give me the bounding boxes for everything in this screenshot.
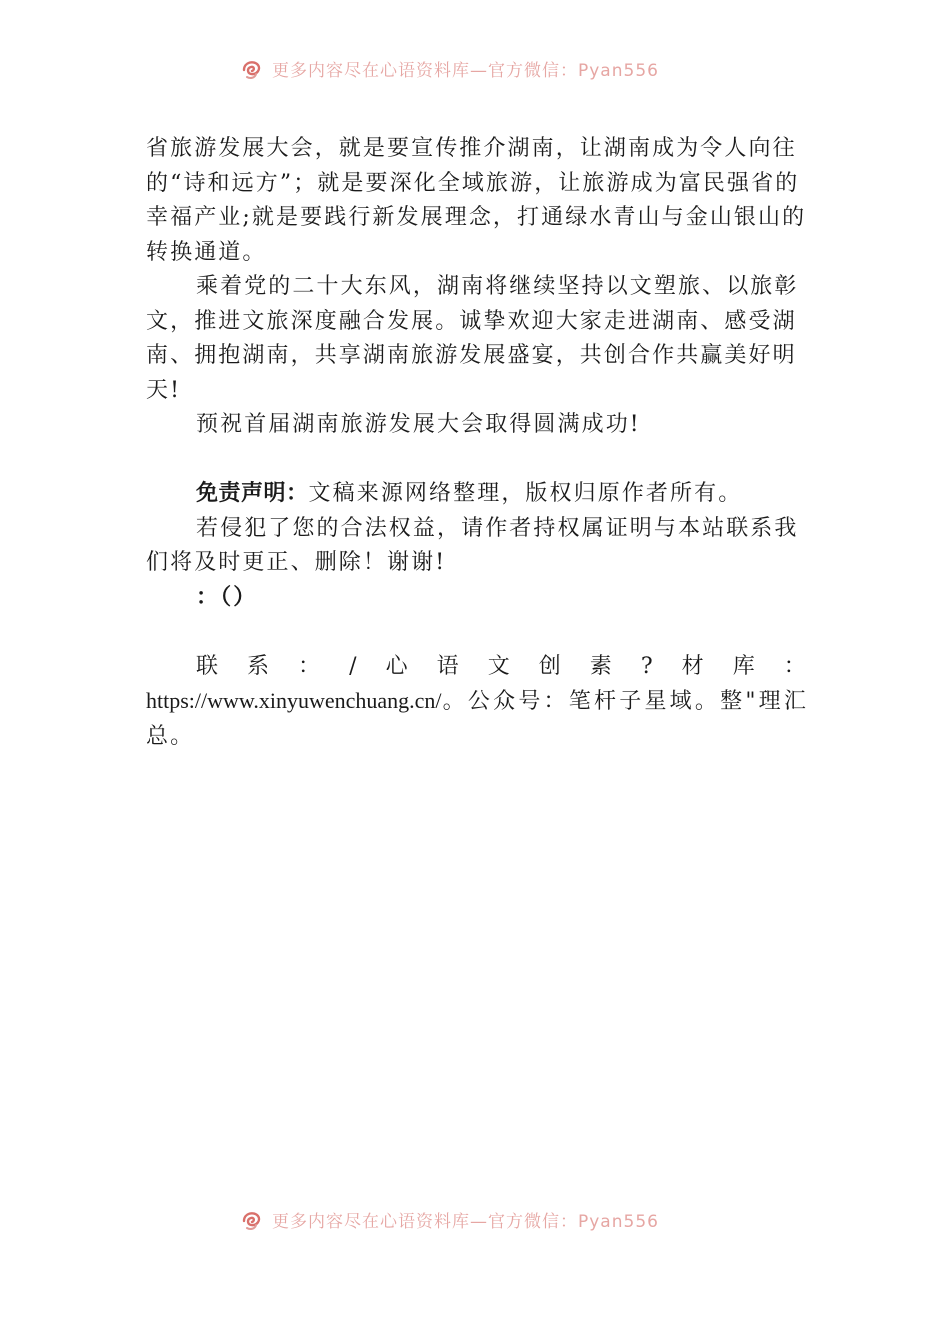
disclaimer-paren-line: ：（） [196,584,258,610]
contact-token: ： [298,653,323,679]
contact-token: 联 [196,653,221,679]
watermark-text: 更多内容尽在心语资料库—官方微信：Pyan556 [272,1211,659,1232]
contact-token: 素 [589,653,614,679]
contact-token: ? [640,653,655,679]
website-url[interactable]: https://www.xinyuwenchuang.cn/ [146,688,442,713]
disclaimer-contact-request: 若侵犯了您的合法权益，请作者持权属证明与本站联系我们将及时更正、删除！谢谢! [146,515,799,575]
disclaimer-line [146,477,808,512]
swirl-logo-icon [240,1209,264,1231]
contact-token: 材 [681,653,706,679]
contact-token: 创 [538,653,563,679]
document-body [146,132,808,754]
contact-token: ： [783,653,808,679]
contact-tail: 。公众号：笔杆子星域。整"理汇总。 [146,689,808,749]
contact-token: 语 [436,653,461,679]
watermark-text: 更多内容尽在心语资料库—官方微信：Pyan556 [272,60,659,81]
contact-token: 文 [487,653,512,679]
header-watermark [0,58,950,84]
contact-token: 心 [385,653,410,679]
contact-token: / [349,653,359,679]
disclaimer-text: 文稿来源网络整理，版权归原作者所有。 [308,481,743,506]
disclaimer-label: 免责声明： [196,481,309,506]
blank-line [146,443,808,478]
contact-token: 系 [247,653,272,679]
contact-token: 库 [732,653,757,679]
contact-line [146,650,808,685]
contact-details [146,684,808,754]
paragraph-culture-tourism: 乘着党的二十大东风，湖南将继续坚持以文塑旅、以旅彰文，推进文旅深度融合发展。诚挚欢迎大家走进湖南、感受湖南、拥抱湖南，共享湖南旅游发展盛宴，共创合作共赢美好明天! [146,274,799,403]
blank-line [146,615,808,650]
footer-watermark [0,1209,950,1235]
paragraph-wishes: 预祝首届湖南旅游发展大会取得圆满成功! [196,412,641,437]
paragraph-tourism-conference: 省旅游发展大会，就是要宣传推介湖南，让湖南成为令人向往的“诗和远方”；就是要深化全域旅游，让旅游成为富民强省的幸福产业;就是要践行新发展理念，打通绿水青山与金山银山的转换通道。 [146,136,807,265]
swirl-logo-icon [240,58,264,80]
